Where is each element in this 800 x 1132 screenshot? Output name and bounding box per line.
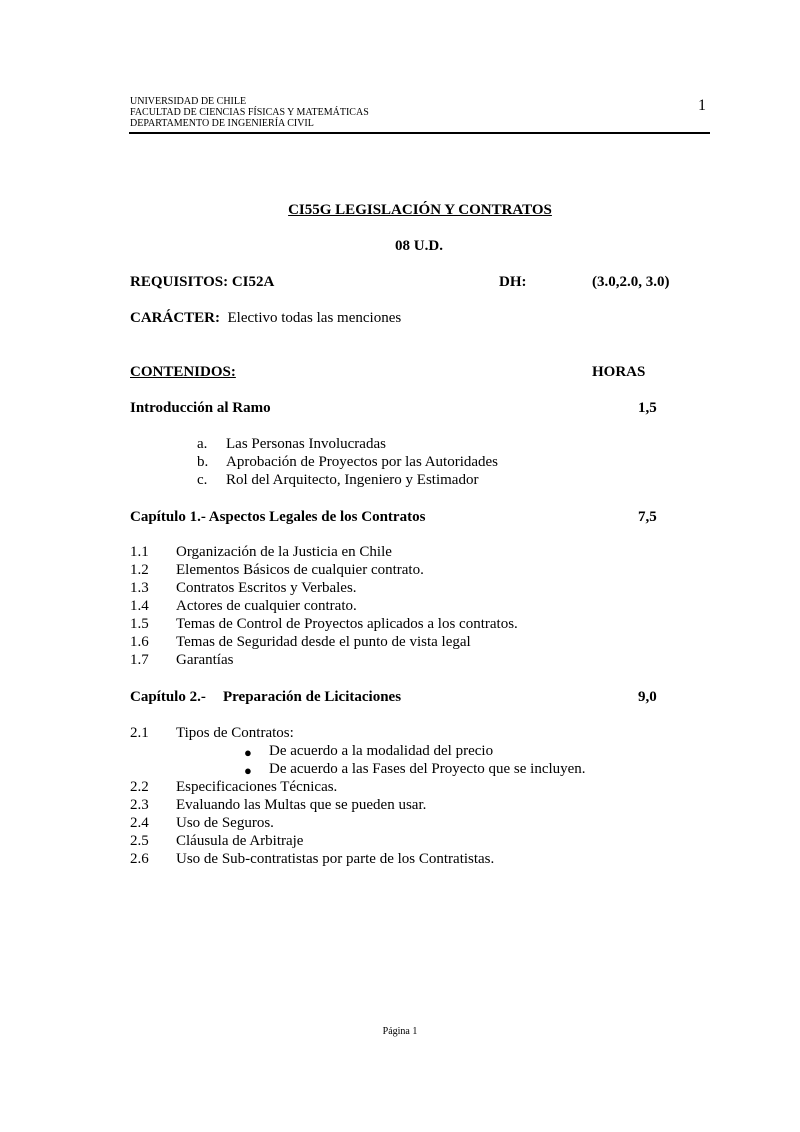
footer-page-label: Página 1 [382,1026,418,1037]
bullet-item: De acuerdo a las Fases del Proyecto que se incluyen. [269,761,586,777]
list-item-label: a. [197,436,208,452]
caracter-value: Electivo todas las menciones [227,310,402,326]
list-item: Aprobación de Proyectos por las Autoridades [226,454,499,470]
bullet-icon: ● [244,763,252,778]
chapter2-hours: 9,0 [638,689,657,705]
chapter1-hours: 7,5 [638,509,657,525]
list-item: Garantías [176,652,234,668]
list-item: Uso de Seguros. [176,815,274,831]
header-divider [129,132,710,134]
requisitos-label: REQUISITOS: CI52A [130,274,275,290]
list-item: Evaluando las Multas que se pueden usar. [176,797,427,813]
list-item: Cláusula de Arbitraje [176,833,304,849]
list-item: Tipos de Contratos: [176,725,294,741]
list-item: Contratos Escritos y Verbales. [176,580,357,596]
list-item-number: 1.1 [130,544,149,560]
chapter1-title: Capítulo 1.- Aspectos Legales de los Contratos [130,509,426,525]
intro-hours: 1,5 [638,400,657,416]
caracter-label: CARÁCTER: [130,310,220,326]
list-item-number: 2.1 [130,725,149,741]
list-item: Organización de la Justicia en Chile [176,544,392,560]
bullet-item: De acuerdo a la modalidad del precio [269,743,494,759]
chapter2-title-number: Capítulo 2.- [130,689,206,705]
intro-title: Introducción al Ramo [130,400,271,416]
list-item: Actores de cualquier contrato. [176,598,357,614]
list-item-number: 2.6 [130,851,149,867]
list-item: Especificaciones Técnicas. [176,779,338,795]
department-name: DEPARTAMENTO DE INGENIERÍA CIVIL [130,118,314,129]
list-item-number: 1.2 [130,562,149,578]
list-item-number: 1.3 [130,580,149,596]
university-name: UNIVERSIDAD DE CHILE [130,96,247,107]
list-item: Elementos Básicos de cualquier contrato. [176,562,424,578]
chapter2-title: Preparación de Licitaciones [223,689,402,705]
faculty-name: FACULTAD DE CIENCIAS FÍSICAS Y MATEMÁTICAS [130,107,369,118]
dh-value: (3.0,2.0, 3.0) [592,274,670,290]
list-item-number: 1.4 [130,598,149,614]
contents-heading: CONTENIDOS: [130,364,236,380]
list-item: Temas de Control de Proyectos aplicados a los contratos. [176,616,518,632]
list-item-label: c. [197,472,208,488]
course-units: 08 U.D. [395,238,443,254]
course-title: CI55G LEGISLACIÓN Y CONTRATOS [288,202,552,218]
bullet-icon: ● [244,745,252,760]
list-item-number: 1.7 [130,652,149,668]
list-item-number: 1.5 [130,616,149,632]
list-item: Temas de Seguridad desde el punto de vista legal [176,634,471,650]
list-item-number: 2.3 [130,797,149,813]
list-item-label: b. [197,454,209,470]
list-item: Las Personas Involucradas [226,436,386,452]
list-item-number: 2.2 [130,779,149,795]
list-item-number: 2.4 [130,815,149,831]
dh-label: DH: [499,274,527,290]
list-item: Uso de Sub-contratistas por parte de los Contratistas. [176,851,495,867]
hours-heading: HORAS [592,364,646,380]
page-number: 1 [698,97,706,114]
caracter-line [130,310,401,327]
list-item-number: 2.5 [130,833,149,849]
list-item: Rol del Arquitecto, Ingeniero y Estimador [226,472,479,488]
list-item-number: 1.6 [130,634,149,650]
